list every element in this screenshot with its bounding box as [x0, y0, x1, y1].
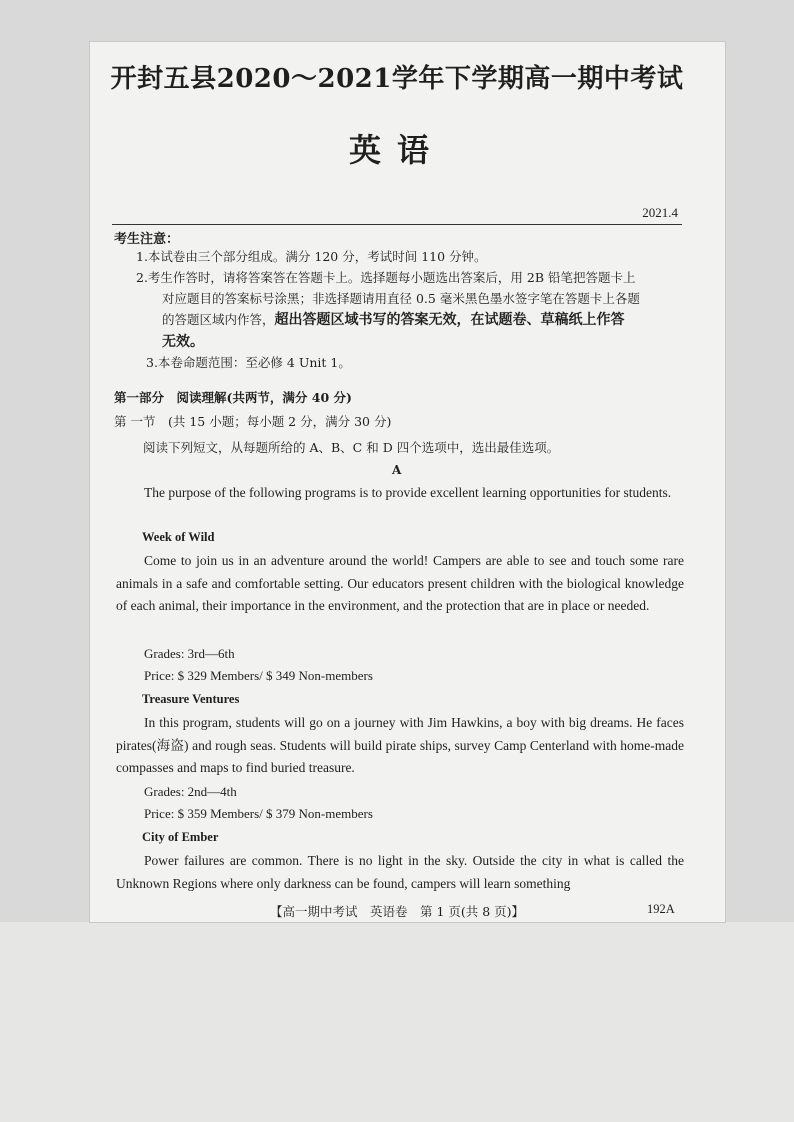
notice-item-2-end: 的答题区域内作答，超出答题区域书写的答案无效，在试题卷、草稿纸上作答 — [162, 312, 625, 328]
part1-title: 第一部分 阅读理解(共两节，满分 40 分) — [114, 390, 352, 405]
notice-title: 考生注意： — [114, 232, 180, 247]
program-name-1: Week of Wild — [142, 530, 215, 544]
notice-emphasis: 超出答题区域书写的答案无效，在试题卷、草稿纸上作答 — [274, 312, 625, 328]
program-grades-1: Grades: 3rd—6th — [144, 646, 235, 661]
scan-background-strip — [0, 922, 794, 1122]
notice-item-2-cont: 对应题目的答案标号涂黑；非选择题请用直径 0.5 毫米黑色墨水签字笔在答题卡上各题 — [162, 291, 640, 306]
exam-subject: 英语 — [348, 131, 445, 169]
program-text-3: Power failures are common. There is no light in the sky. Outside the city in what is called the Unknown Regions where only darkness can be found, campers will learn something — [116, 853, 684, 891]
page-footer: 【高一期中考试 英语卷 第 1 页(共 8 页)】 — [269, 904, 525, 919]
header-divider — [112, 224, 682, 225]
program-price-2: Price: $ 359 Members/ $ 379 Non-members — [144, 806, 373, 821]
exam-title: 开封五县2020～2021学年下学期高一期中考试 — [110, 64, 684, 94]
passage-intro: The purpose of the following programs is to provide excellent learning opportunities for students. — [144, 485, 672, 500]
paper-code: 192A — [647, 902, 675, 916]
reading-instruction: 阅读下列短文，从每题所给的 A、B、C 和 D 四个选项中，选出最佳选项。 — [143, 440, 560, 455]
program-name-2: Treasure Ventures — [142, 692, 240, 706]
notice-item-2: 2.考生作答时，请将答案答在答题卡上。选择题每小题选出答案后，用 2B 铅笔把答题卡上 — [136, 270, 636, 285]
program-price-1: Price: $ 329 Members/ $ 349 Non-members — [144, 668, 373, 683]
program-name-3: City of Ember — [142, 830, 219, 844]
exam-date: 2021.4 — [642, 205, 678, 220]
program-text-2: In this program, students will go on a journey with Jim Hawkins, a boy with big dreams. He faces pirates(海盗) and rough seas. Students will build pirate ships, survey Camp Centerland with home-made compasses and maps to find buried treasure. — [116, 715, 684, 775]
notice-item-2-final: 无效。 — [162, 334, 204, 350]
program-grades-2: Grades: 2nd—4th — [144, 784, 237, 799]
notice-item-1: 1.本试卷由三个部分组成。满分 120 分，考试时间 110 分钟。 — [136, 249, 487, 264]
passage-letter: A — [392, 463, 402, 477]
program-text-1: Come to join us in an adventure around the world! Campers are able to see and touch some rare animals in a safe and comfortable setting. Our educators present children with the biological knowledge of each animal, their importance in the environment, and the protection that are in place or needed. — [116, 553, 684, 613]
notice-item-3: 3.本卷命题范围：至必修 4 Unit 1。 — [146, 355, 351, 370]
section1-title: 第 一节 (共 15 小题；每小题 2 分，满分 30 分) — [114, 414, 392, 429]
